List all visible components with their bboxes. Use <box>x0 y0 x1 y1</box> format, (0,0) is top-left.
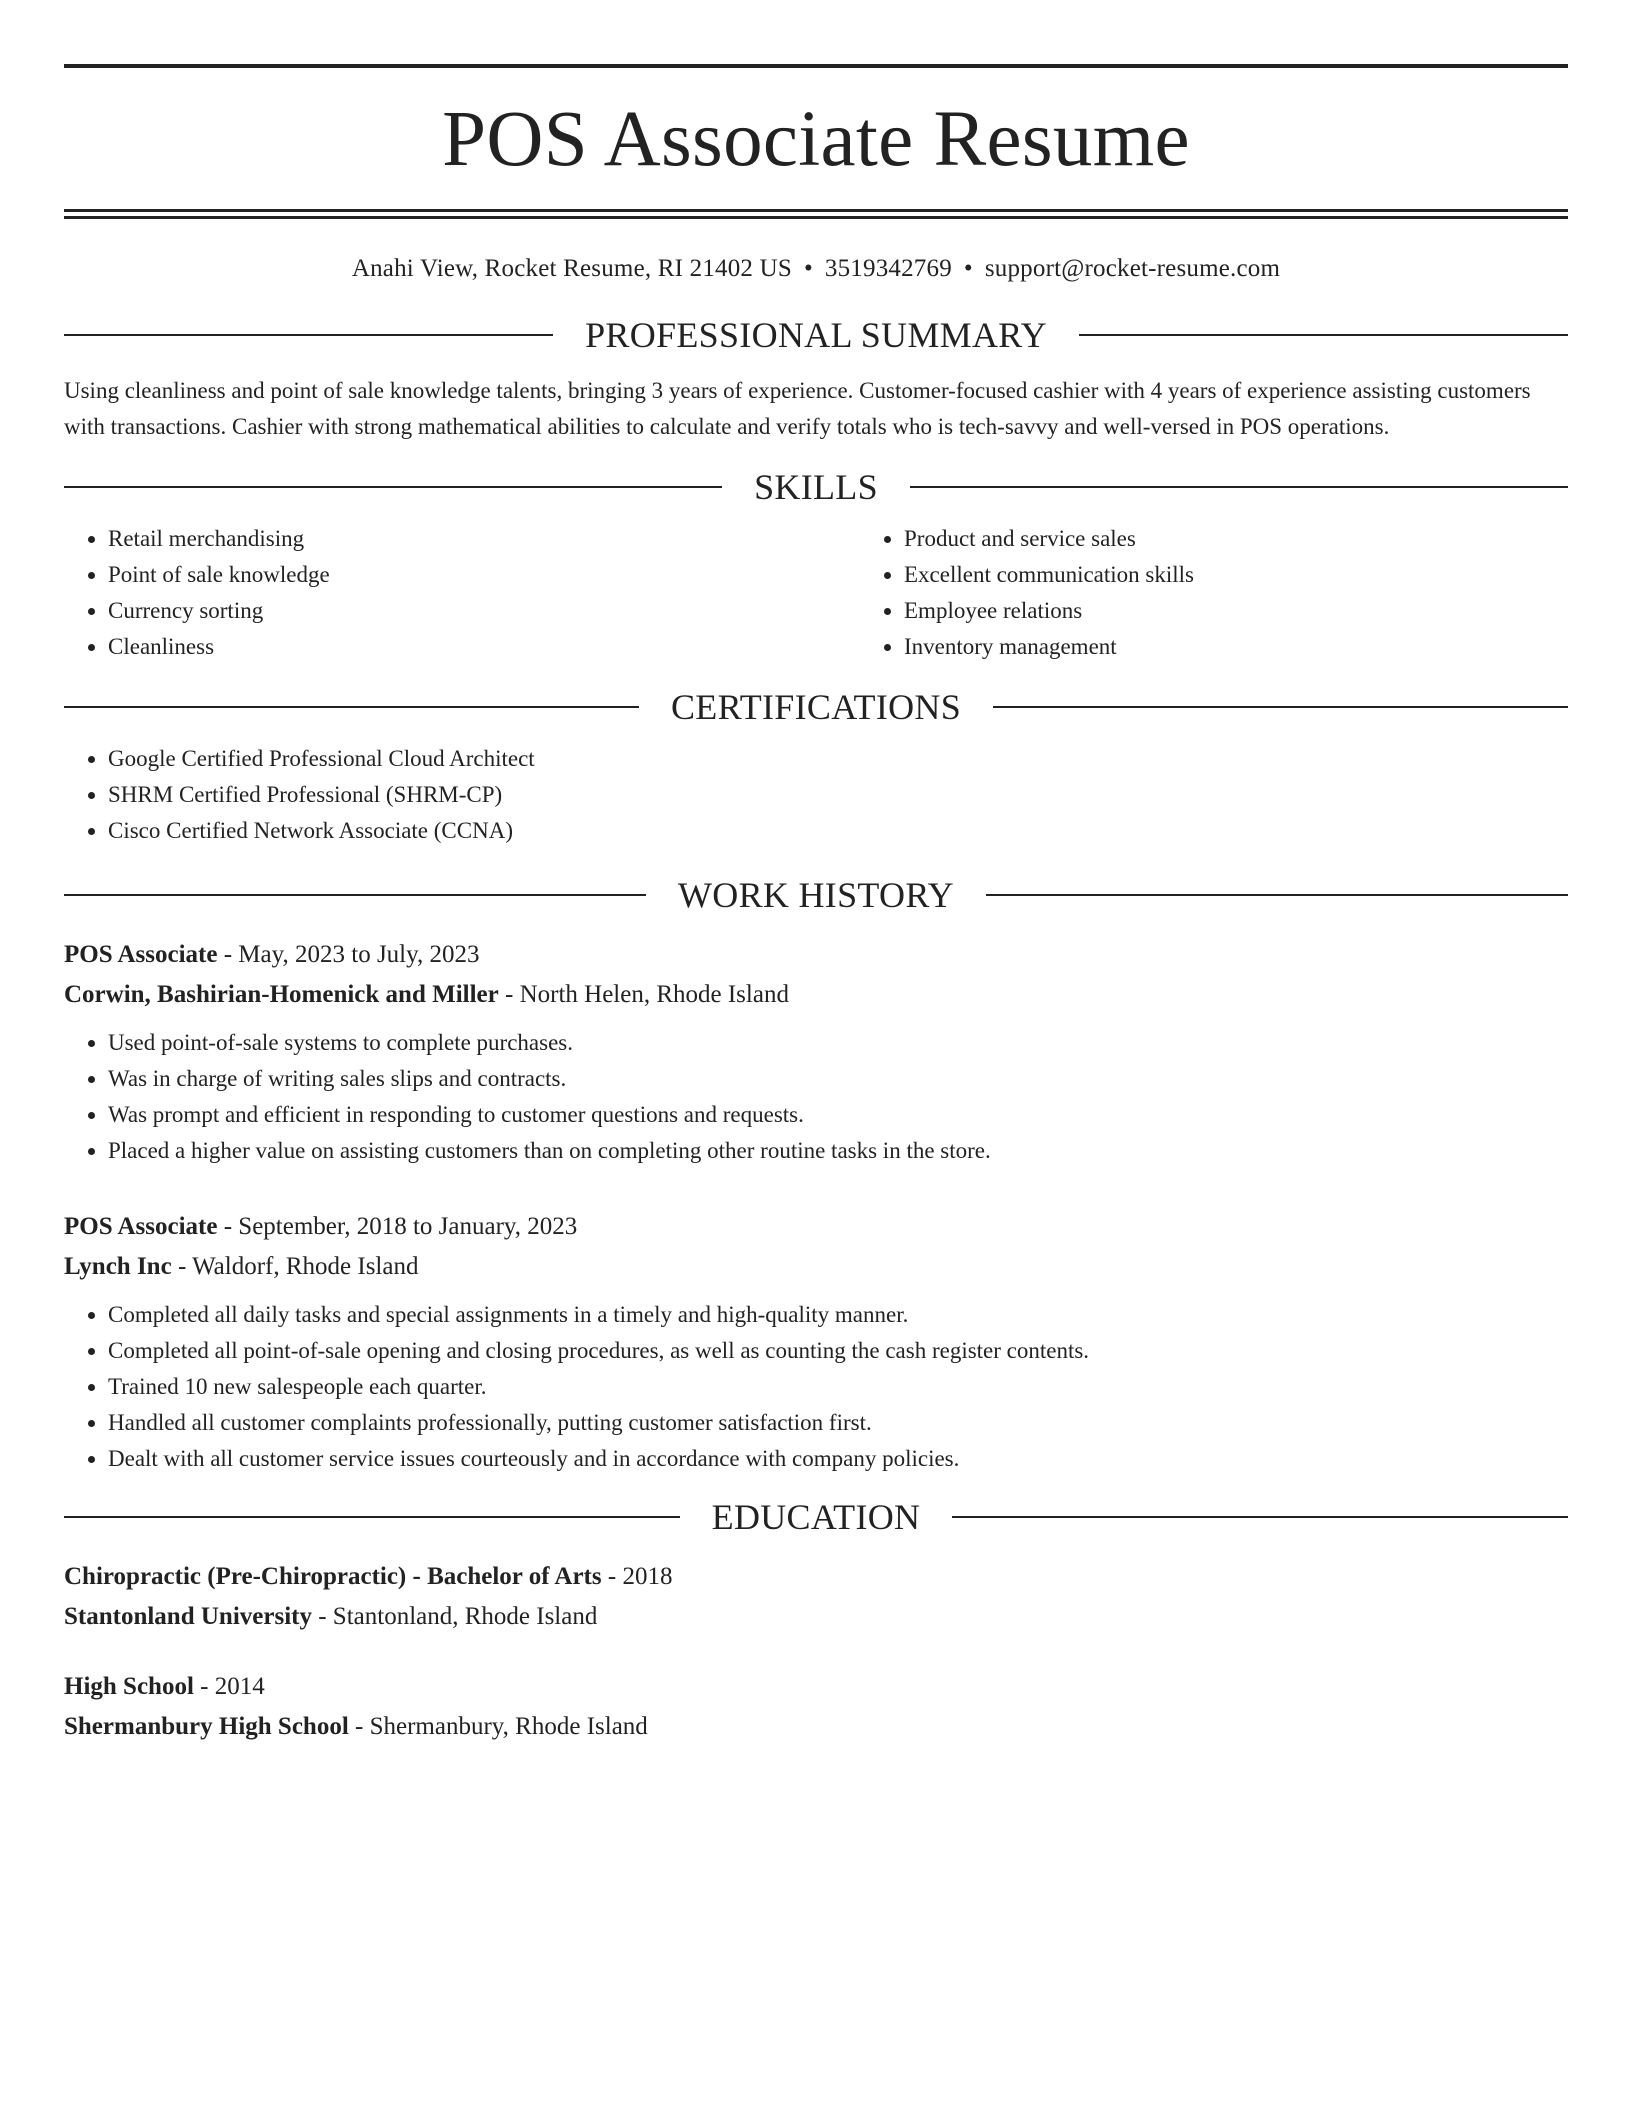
school-location: Shermanbury, Rhode Island <box>369 1713 648 1740</box>
degree: High School <box>64 1673 194 1700</box>
job-company-line <box>64 975 1568 1015</box>
skill-item: • Point of sale knowledge <box>108 557 860 593</box>
job-location: North Helen, Rhode Island <box>519 981 789 1008</box>
contact-separator: • <box>803 255 813 282</box>
job-bullet: • Completed all daily tasks and special assignments in a timely and high-quality manner. <box>108 1297 1568 1333</box>
skills-list-left <box>64 521 860 665</box>
job-title-line <box>64 1207 1568 1247</box>
job-company: Lynch Inc <box>64 1253 172 1280</box>
job-dates: May, 2023 to July, 2023 <box>238 941 480 968</box>
title-double-rule <box>64 209 1568 219</box>
heading-rule <box>64 486 722 488</box>
section-title: WORK HISTORY <box>678 875 954 915</box>
contact-address: Anahi View, Rocket Resume, RI 21402 US <box>351 255 792 282</box>
job-bullets <box>64 1025 1568 1169</box>
skill-item: • Employee relations <box>904 593 1632 629</box>
skill-item: • Currency sorting <box>108 593 860 629</box>
job-bullet: • Dealt with all customer service issues courteously and in accordance with company policies. <box>108 1441 1568 1477</box>
section-title: CERTIFICATIONS <box>670 687 962 727</box>
certification-item: • Cisco Certified Network Associate (CCNA) <box>108 813 1568 849</box>
contact-phone: 3519342769 <box>824 255 952 282</box>
school-name: Stantonland University <box>64 1603 312 1630</box>
joiner: - <box>601 1563 623 1590</box>
joiner: - <box>193 1673 215 1700</box>
job-bullet: • Handled all customer complaints professionally, putting customer satisfaction first. <box>108 1405 1568 1441</box>
section-heading-certifications <box>64 687 1568 727</box>
skills-list-right <box>860 521 1632 665</box>
graduation-year: 2014 <box>214 1673 265 1700</box>
heading-rule <box>993 706 1568 708</box>
job-bullet: • Used point-of-sale systems to complete purchases. <box>108 1025 1568 1061</box>
skill-item: • Retail merchandising <box>108 521 860 557</box>
job-bullet: • Was in charge of writing sales slips and contracts. <box>108 1061 1568 1097</box>
skill-item: • Cleanliness <box>108 629 860 665</box>
heading-rule <box>952 1516 1568 1518</box>
job-title-line <box>64 935 1568 975</box>
job-bullet: • Completed all point-of-sale opening and closing procedures, as well as counting the cash register contents. <box>108 1333 1568 1369</box>
skill-item: • Excellent communication skills <box>904 557 1632 593</box>
contact-separator: • <box>963 255 973 282</box>
certifications-list <box>64 741 1568 849</box>
job-title: POS Associate <box>64 1213 218 1240</box>
graduation-year: 2018 <box>622 1563 673 1590</box>
certification-item: • Google Certified Professional Cloud Architect <box>108 741 1568 777</box>
contact-line <box>64 256 1568 281</box>
resume-title: POS Associate Resume <box>442 96 1190 183</box>
job-title: POS Associate <box>64 941 218 968</box>
job-entry <box>64 935 1568 1169</box>
summary-text: Using cleanliness and point of sale knowledge talents, bringing 3 years of experience. Customer-focused cashier with 4 years of experience assisting customers with transactions. Cashier with strong mathematical abilities to calculate and verify totals who is tech-savvy and well-versed in POS operations. <box>64 378 1531 439</box>
skill-item: • Product and service sales <box>904 521 1632 557</box>
joiner: - <box>217 1213 239 1240</box>
job-company-line <box>64 1247 1568 1287</box>
heading-rule <box>64 1516 680 1518</box>
school-name: Shermanbury High School <box>64 1713 349 1740</box>
section-heading-skills <box>64 467 1568 507</box>
education-entry <box>64 1667 1568 1747</box>
joiner: - <box>217 941 239 968</box>
section-heading-work-history <box>64 875 1568 915</box>
job-company: Corwin, Bashirian-Homenick and Miller <box>64 981 499 1008</box>
job-entry <box>64 1207 1568 1477</box>
section-title: SKILLS <box>754 467 878 507</box>
job-bullet: • Was prompt and efficient in responding to customer questions and requests. <box>108 1097 1568 1133</box>
job-bullet: • Trained 10 new salespeople each quarter. <box>108 1369 1568 1405</box>
joiner: - <box>498 981 520 1008</box>
heading-rule <box>64 334 553 336</box>
joiner: - <box>171 1253 193 1280</box>
degree-line <box>64 1557 1568 1597</box>
section-heading-summary <box>64 315 1568 355</box>
certification-item: • SHRM Certified Professional (SHRM-CP) <box>108 777 1568 813</box>
education-entry <box>64 1557 1568 1637</box>
job-dates: September, 2018 to January, 2023 <box>238 1213 578 1240</box>
skills-grid <box>64 521 1568 665</box>
school-line <box>64 1597 1568 1637</box>
heading-rule <box>910 486 1568 488</box>
heading-rule <box>64 894 646 896</box>
joiner: - <box>348 1713 370 1740</box>
heading-rule <box>64 706 639 708</box>
contact-email: support@rocket-resume.com <box>984 255 1281 282</box>
section-title: PROFESSIONAL SUMMARY <box>585 315 1047 355</box>
section-title: EDUCATION <box>711 1497 921 1537</box>
job-bullet: • Placed a higher value on assisting customers than on completing other routine tasks in the store. <box>108 1133 1568 1169</box>
school-line <box>64 1707 1568 1747</box>
job-location: Waldorf, Rhode Island <box>192 1253 419 1280</box>
joiner: - <box>311 1603 333 1630</box>
top-rule <box>64 64 1568 68</box>
degree: Chiropractic (Pre-Chiropractic) - Bachelor of Arts <box>64 1563 602 1590</box>
school-location: Stantonland, Rhode Island <box>332 1603 598 1630</box>
skill-item: • Inventory management <box>904 629 1632 665</box>
heading-rule <box>986 894 1568 896</box>
degree-line <box>64 1667 1568 1707</box>
job-bullets <box>64 1297 1568 1477</box>
section-heading-education <box>64 1497 1568 1537</box>
heading-rule <box>1079 334 1568 336</box>
